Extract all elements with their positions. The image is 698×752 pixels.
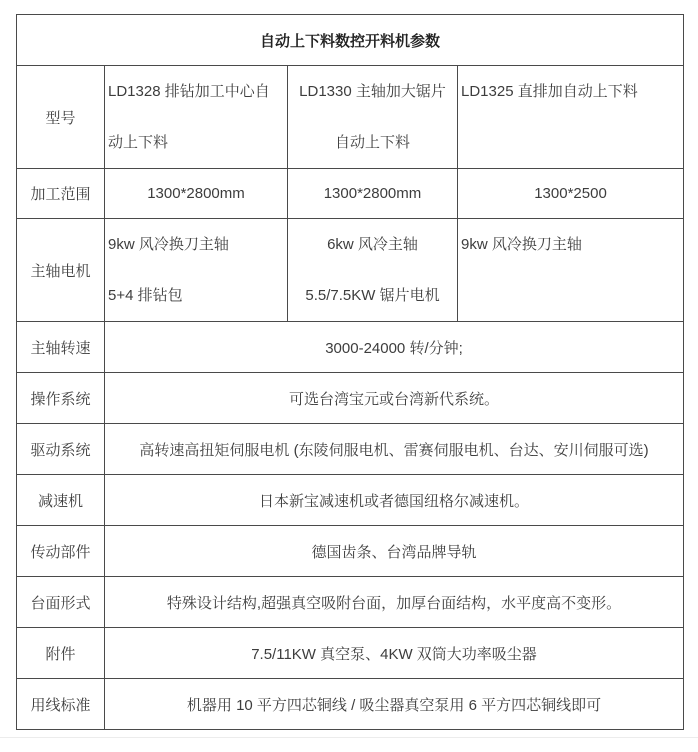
table-row-model xyxy=(17,66,684,169)
cell-line: 5+4 排钻包 xyxy=(108,287,183,304)
row-label: 传动部件 xyxy=(17,526,105,577)
spec-cell: 7.5/11KW 真空泵、4KW 双筒大功率吸尘器 xyxy=(105,628,684,679)
spec-cell: 1300*2800mm xyxy=(288,169,458,219)
row-label: 附件 xyxy=(17,628,105,679)
spec-table xyxy=(16,14,684,730)
table-row-drive xyxy=(17,424,684,475)
cell-line: 5.5/7.5KW 锯片电机 xyxy=(305,287,440,304)
spec-cell xyxy=(288,66,458,169)
row-label: 用线标准 xyxy=(17,679,105,730)
table-row-transmission xyxy=(17,526,684,577)
cell-line: 动上下料 xyxy=(108,134,169,151)
spec-cell: 特殊设计结构,超强真空吸附台面，加厚台面结构，水平度高不变形。 xyxy=(105,577,684,628)
spec-cell: 1300*2800mm xyxy=(105,169,288,219)
page-shadow-divider xyxy=(0,737,698,738)
cell-line: 自动上下料 xyxy=(334,134,410,151)
table-row-tabletop xyxy=(17,577,684,628)
spec-cell: 机器用 10 平方四芯铜线 / 吸尘器真空泵用 6 平方四芯铜线即可 xyxy=(105,679,684,730)
spec-cell: 3000-24000 转/分钟; xyxy=(105,322,684,373)
table-row-reducer xyxy=(17,475,684,526)
spec-cell: 1300*2500 xyxy=(458,169,684,219)
row-label: 减速机 xyxy=(17,475,105,526)
table-row-wiring xyxy=(17,679,684,730)
table-row-os xyxy=(17,373,684,424)
table-row-motor xyxy=(17,219,684,322)
spec-cell xyxy=(105,219,288,322)
cell-line: LD1330 主轴加大锯片 xyxy=(299,83,446,100)
spec-cell xyxy=(458,219,684,322)
cell-line: 6kw 风冷主轴 xyxy=(327,236,418,253)
row-label: 型号 xyxy=(17,66,105,169)
spec-cell xyxy=(105,66,288,169)
cell-line: 9kw 风冷换刀主轴 xyxy=(108,236,229,253)
row-label: 主轴电机 xyxy=(17,219,105,322)
row-label: 台面形式 xyxy=(17,577,105,628)
spec-cell: 日本新宝减速机或者德国纽格尔减速机。 xyxy=(105,475,684,526)
spec-cell: 可选台湾宝元或台湾新代系统。 xyxy=(105,373,684,424)
row-label: 驱动系统 xyxy=(17,424,105,475)
table-row-accessories xyxy=(17,628,684,679)
table-title: 自动上下料数控开料机参数 xyxy=(17,15,684,66)
spec-cell: 德国齿条、台湾品牌导轨 xyxy=(105,526,684,577)
cell-line: LD1325 直排加自动上下料 xyxy=(461,83,638,100)
row-label: 加工范围 xyxy=(17,169,105,219)
spec-cell xyxy=(458,66,684,169)
cell-line: LD1328 排钻加工中心自 xyxy=(108,83,270,100)
spec-cell: 高转速高扭矩伺服电机 (东陵伺服电机、雷赛伺服电机、台达、安川伺服可选) xyxy=(105,424,684,475)
spec-cell xyxy=(288,219,458,322)
cell-line: 9kw 风冷换刀主轴 xyxy=(461,236,582,253)
table-row-range xyxy=(17,169,684,219)
table-title-row xyxy=(17,15,684,66)
row-label: 主轴转速 xyxy=(17,322,105,373)
row-label: 操作系统 xyxy=(17,373,105,424)
table-row-speed xyxy=(17,322,684,373)
